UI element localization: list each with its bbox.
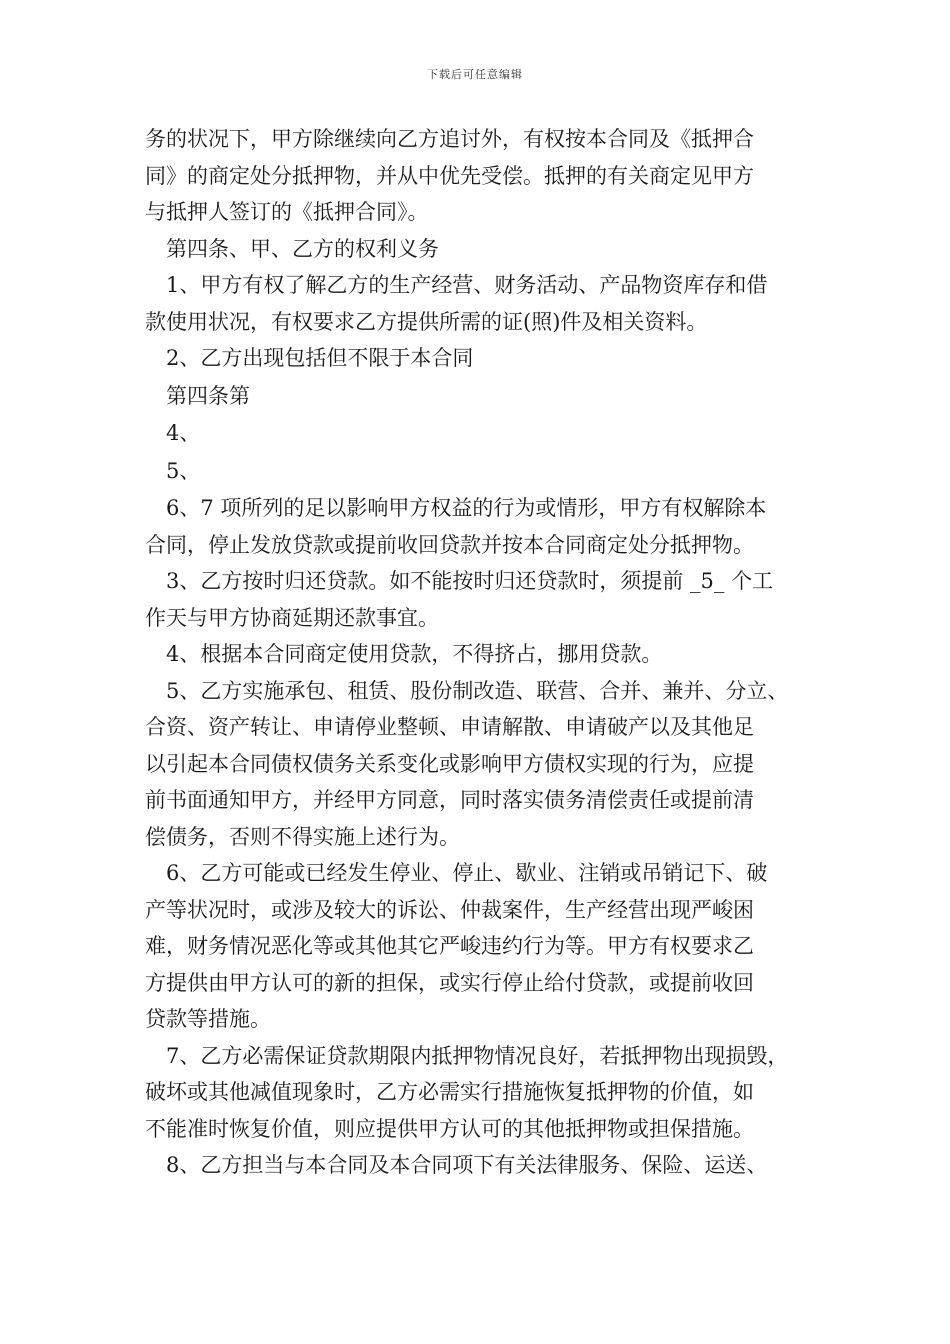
text-line: 7、乙方必需保证贷款期限内抵押物情况良好，若抵押物出现损毁，: [145, 1043, 789, 1068]
text-line: 前书面通知甲方，并经甲方同意，同时落实债务清偿责任或提前清: [145, 788, 754, 812]
text-line: 贷款等措施。: [145, 1007, 271, 1031]
text-line: 方提供由甲方认可的新的担保，或实行停止给付贷款，或提前收回: [145, 970, 754, 995]
text-line: 5、乙方实施承包、租赁、股份制改造、联营、合并、兼并、分立、: [145, 678, 789, 703]
text-line: 偿债务，否则不得实施上述行为。: [145, 824, 460, 849]
text-line: 与抵押人签订的《抵押合同》。: [145, 200, 429, 224]
text-line: 2、乙方出现包括但不限于本合同: [145, 346, 474, 370]
text-line: 合同，停止发放贷款或提前收回贷款并按本合同商定处分抵押物。: [145, 532, 754, 557]
text-line: 作天与甲方协商延期还款事宜。: [145, 605, 439, 630]
text-line: 5、: [145, 458, 201, 483]
text-line: 难，财务情况恶化等或其他其它严峻违约行为等。甲方有权要求乙: [145, 934, 754, 958]
text-line: 第四条第: [145, 383, 250, 408]
section-heading: 第四条、甲、乙方的权利义务: [145, 236, 439, 261]
text-line: 4、根据本合同商定使用贷款，不得挤占，挪用贷款。: [145, 642, 663, 666]
text-line: 产等状况时，或涉及较大的诉讼、仲裁案件，生产经营出现严峻困: [145, 897, 754, 922]
page-header-note: 下载后可任意编辑: [427, 68, 523, 81]
text-line: 8、乙方担当与本合同及本合同项下有关法律服务、保险、运送、: [145, 1153, 768, 1177]
text-line: 破坏或其他减值现象时，乙方必需实行措施恢复抵押物的价值，如: [145, 1080, 754, 1104]
text-line: 6、7 项所列的足以影响甲方权益的行为或情形，甲方有权解除本: [145, 496, 767, 520]
text-line: 同》的商定处分抵押物，并从中优先受偿。抵押的有关商定见甲方: [145, 163, 754, 188]
text-line: 3、乙方按时归还贷款。如不能按时归还贷款时，须提前 _5_ 个工: [145, 569, 774, 593]
text-line: 合资、资产转让、申请停业整顿、申请解散、申请破产以及其他足: [145, 715, 754, 739]
text-line: 6、乙方可能或已经发生停业、停止、歇业、注销或吊销记下、破: [145, 861, 768, 885]
text-line: 款使用状况，有权要求乙方提供所需的证(照)件及相关资料。: [145, 309, 708, 334]
text-line: 以引起本合同债权债务关系变化或影响甲方债权实现的行为，应提: [145, 751, 754, 776]
text-line: 务的状况下，甲方除继续向乙方追讨外，有权按本合同及《抵押合: [145, 127, 754, 151]
text-line: 1、甲方有权了解乙方的生产经营、财务活动、产品物资库存和借: [145, 273, 768, 297]
text-line: 4、: [145, 421, 201, 445]
text-line: 不能准时恢复价值，则应提供甲方认可的其他抵押物或担保措施。: [145, 1116, 754, 1141]
document-body: [145, 121, 825, 1184]
